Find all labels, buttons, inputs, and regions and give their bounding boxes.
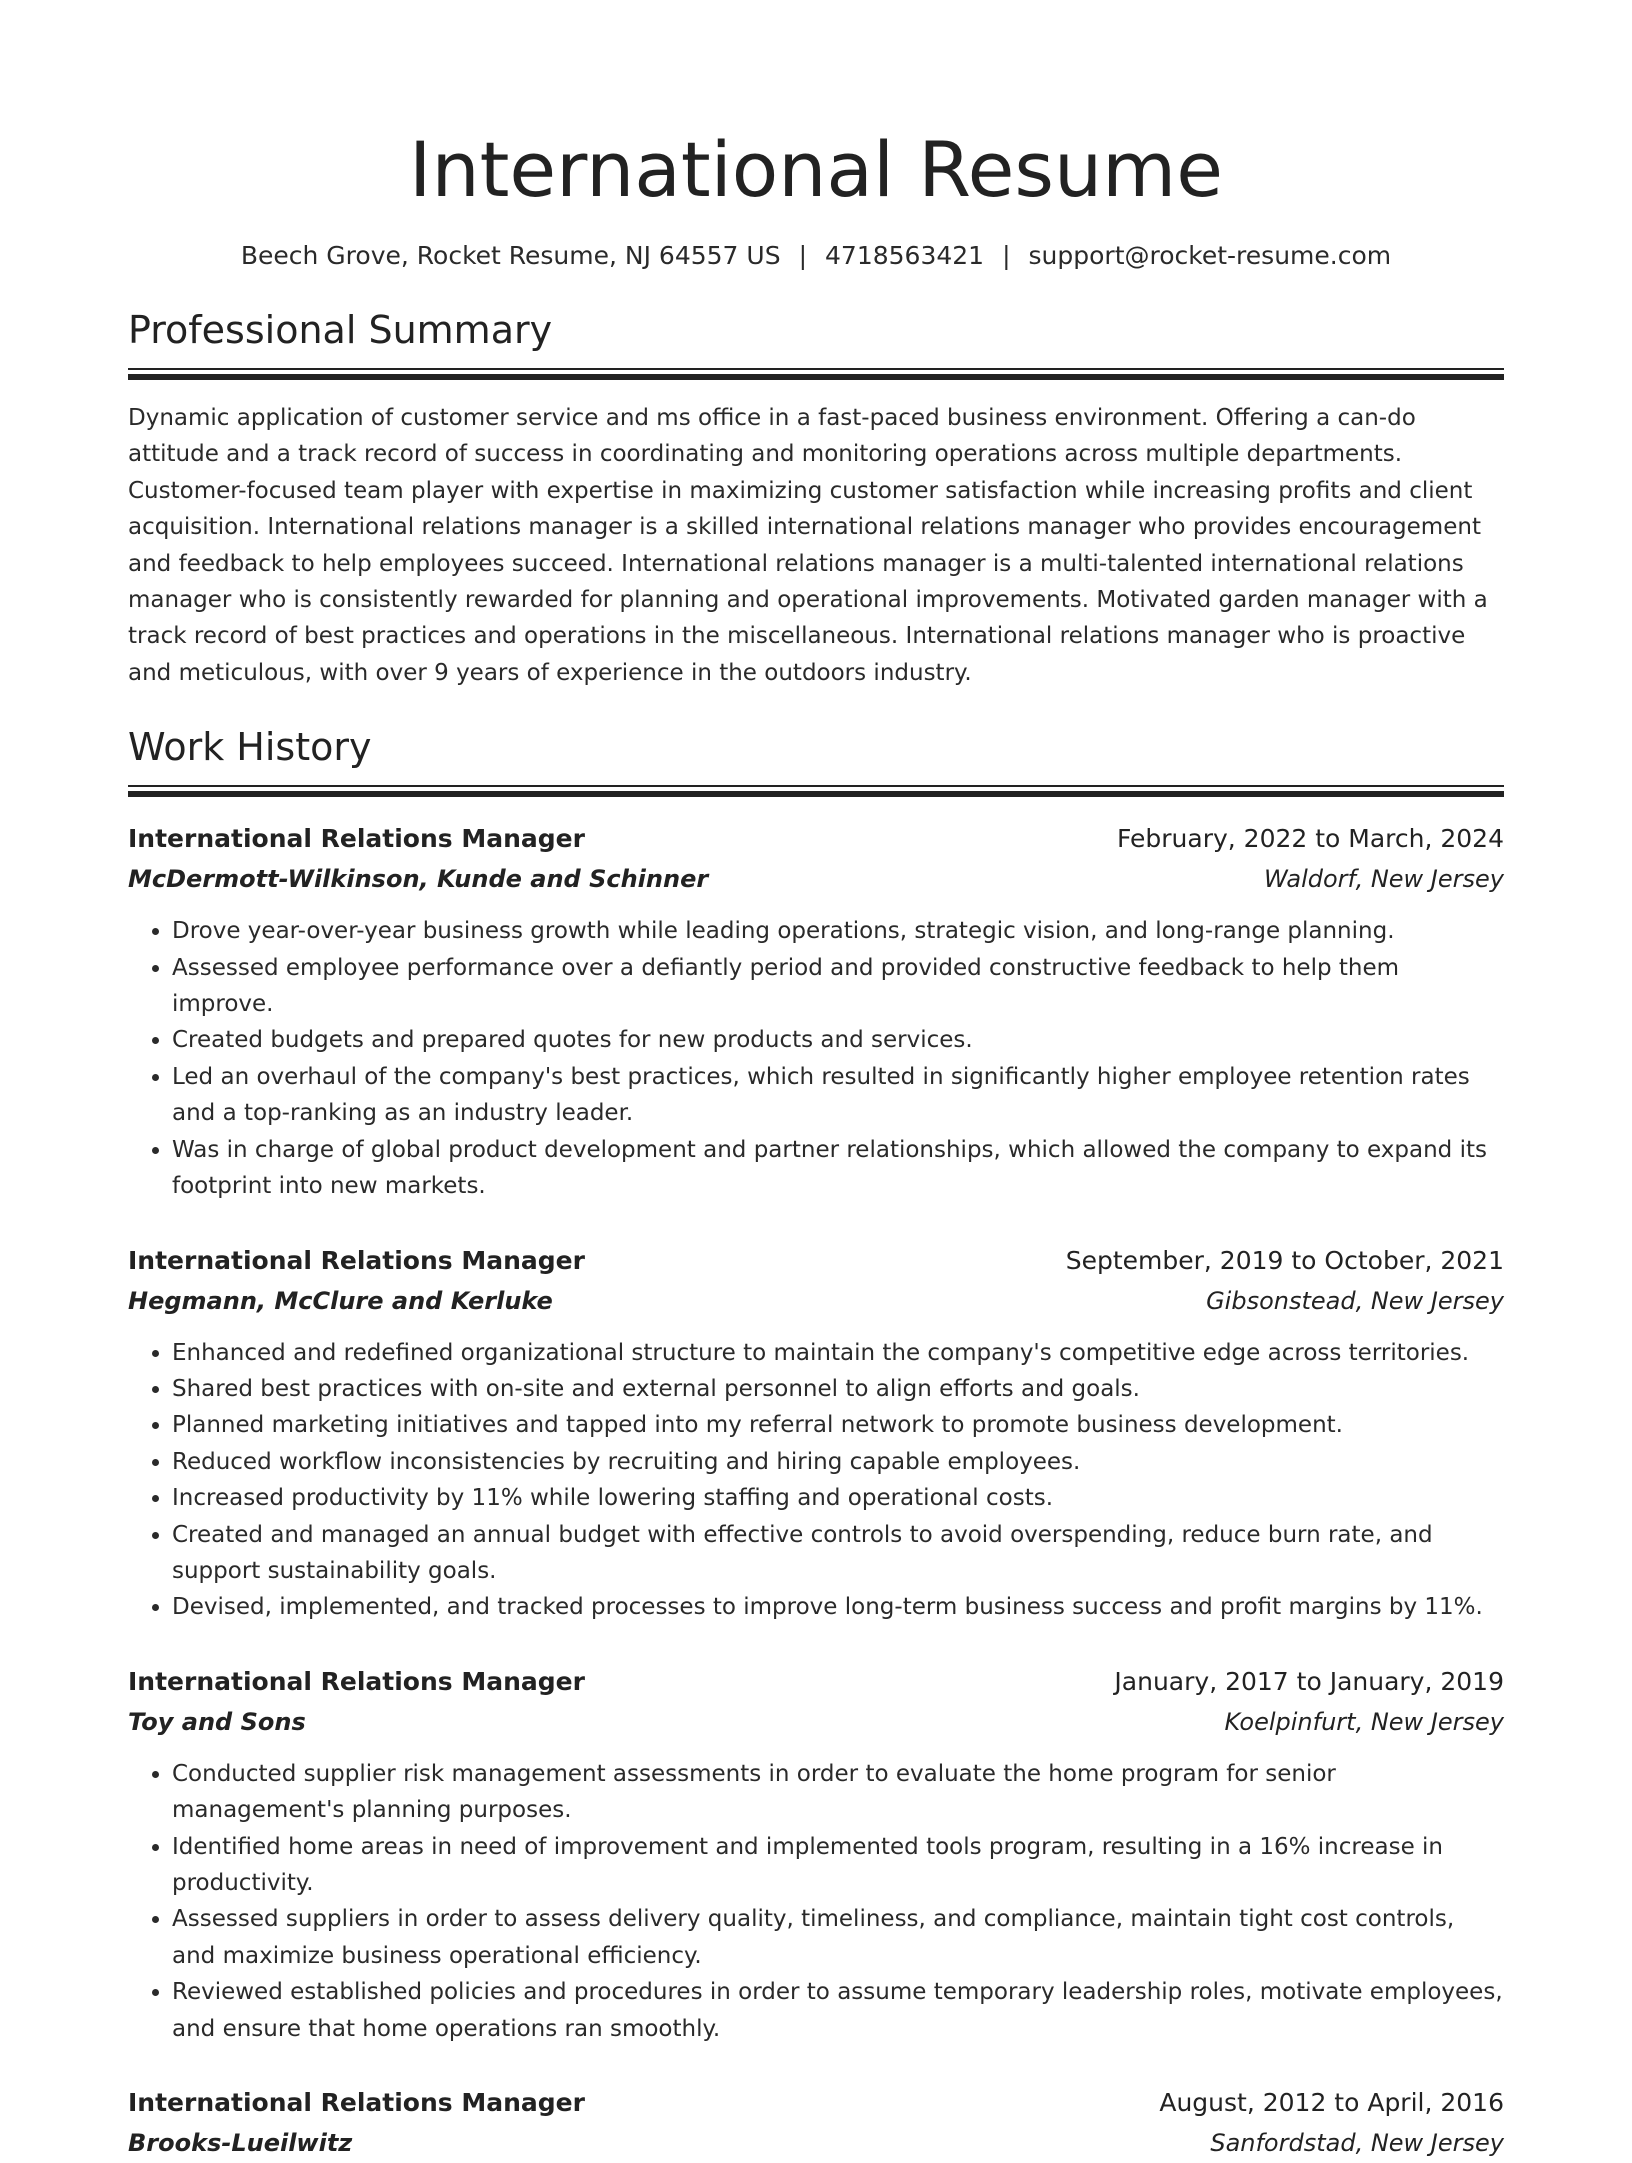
job-entry (128, 1241, 1504, 1626)
section-title-summary: Professional Summary (128, 308, 553, 352)
job-location: Waldorf, New Jersey (1263, 865, 1504, 894)
job-company-row (128, 1281, 1504, 1321)
job-bullets (128, 1335, 1504, 1626)
job-bullet: • Devised, implemented, and tracked processes to improve long-term business success and profit margins by 11%. (172, 1589, 1504, 1625)
job-company: Hegmann, McClure and Kerluke (128, 1286, 553, 1315)
job-bullet: • Shared best practices with on-site and external personnel to align efforts and goals. (172, 1371, 1504, 1407)
job-bullet: • Drove year-over-year business growth while leading operations, strategic vision, and long-range planning. (172, 913, 1504, 949)
job-bullet: • Enhanced and redefined organizational structure to maintain the company's competitive edge across territories. (172, 1335, 1504, 1371)
job-location: Gibsonstead, New Jersey (1206, 1286, 1504, 1315)
job-bullet: • Assessed suppliers in order to assess delivery quality, timeliness, and compliance, maintain tight cost controls, and maximize business operational efficiency. (172, 1901, 1504, 1974)
job-title: International Relations Manager (128, 824, 585, 854)
section-divider (128, 368, 1504, 380)
job-bullet: • Reviewed established policies and procedures in order to assume temporary leadership roles, motivate employees, and ensure that home operations ran smoothly. (172, 1974, 1504, 2047)
section-title-work: Work History (128, 725, 372, 770)
resume-content (128, 120, 1504, 2163)
job-location: Koelpinfurt, New Jersey (1224, 1707, 1504, 1736)
job-company: Brooks-Lueilwitz (128, 2129, 353, 2157)
job-bullet: • Planned marketing initiatives and tapped into my referral network to promote business development. (172, 1407, 1504, 1443)
job-entry (128, 1662, 1504, 2047)
job-header-row (128, 1241, 1504, 1281)
job-bullet: • Was in charge of global product development and partner relationships, which allowed the company to expand its footprint into new markets. (172, 1132, 1504, 1205)
professional-summary-section (128, 304, 1504, 691)
job-bullet: • Assessed employee performance over a defiantly period and provided constructive feedback to help them improve. (172, 950, 1504, 1023)
job-header-row (128, 819, 1504, 859)
job-dates: January, 2017 to January, 2019 (1114, 1666, 1504, 1696)
job-entry (128, 819, 1504, 1204)
job-entry (128, 2083, 1504, 2163)
summary-text: Dynamic application of customer service and ms office in a fast-paced business environment. Offering a can-do attitude and a track record of success in coordinating and monitoring operations across multiple departments. Customer-focused team player with expertise in maximizing customer satisfaction while increasing profits and client acquisition. International relations manager is a skilled international relations manager who provides encouragement and feedback to help employees succeed. International relations manager is a multi-talented international relations manager who is consistently rewarded for planning and operational improvements. Motivated garden manager with a track record of best practices and operations in the miscellaneous. International relations manager who is proactive and meticulous, with over 9 years of experience in the outdoors industry. (128, 405, 1488, 686)
contact-phone: 4718563421 (825, 241, 985, 270)
job-bullet: • Created budgets and prepared quotes for new products and services. (172, 1022, 1504, 1058)
job-bullet: • Reduced workflow inconsistencies by recruiting and hiring capable employees. (172, 1444, 1504, 1480)
job-title: International Relations Manager (128, 2088, 585, 2117)
job-company-row (128, 1702, 1504, 1742)
contact-separator: | (798, 241, 808, 270)
job-company-row (128, 859, 1504, 899)
job-dates: September, 2019 to October, 2021 (1065, 1245, 1504, 1275)
contact-email: support@rocket-resume.com (1028, 241, 1392, 270)
job-dates: February, 2022 to March, 2024 (1116, 824, 1504, 854)
job-company-row (128, 2123, 1504, 2163)
job-bullet: • Led an overhaul of the company's best practices, which resulted in significantly higher employee retention rates and a top-ranking as an industry leader. (172, 1059, 1504, 1132)
work-history-section (128, 721, 1504, 2163)
section-divider (128, 785, 1504, 797)
job-bullets (128, 1756, 1504, 2047)
job-header-row (128, 2083, 1504, 2123)
job-bullets (128, 913, 1504, 1204)
job-title: International Relations Manager (128, 1245, 585, 1275)
job-title: International Relations Manager (128, 1666, 585, 1696)
job-bullet: • Created and managed an annual budget with effective controls to avoid overspending, reduce burn rate, and support sustainability goals. (172, 1517, 1504, 1590)
job-location: Sanfordstad, New Jersey (1210, 2129, 1504, 2157)
resume-name: International Resume (409, 125, 1223, 214)
job-company: Toy and Sons (128, 1707, 306, 1736)
job-bullet: • Conducted supplier risk management assessments in order to evaluate the home program for senior management's planning purposes. (172, 1756, 1504, 1829)
job-company: McDermott-Wilkinson, Kunde and Schinner (128, 865, 709, 894)
job-dates: August, 2012 to April, 2016 (1159, 2088, 1504, 2117)
contact-address: Beech Grove, Rocket Resume, NJ 64557 US (240, 241, 781, 270)
job-bullet: • Identified home areas in need of improvement and implemented tools program, resulting in a 16% increase in productivity. (172, 1829, 1504, 1902)
contact-line (128, 238, 1504, 274)
job-header-row (128, 1662, 1504, 1702)
job-bullet: • Increased productivity by 11% while lowering staffing and operational costs. (172, 1480, 1504, 1516)
contact-separator: | (1002, 241, 1011, 270)
